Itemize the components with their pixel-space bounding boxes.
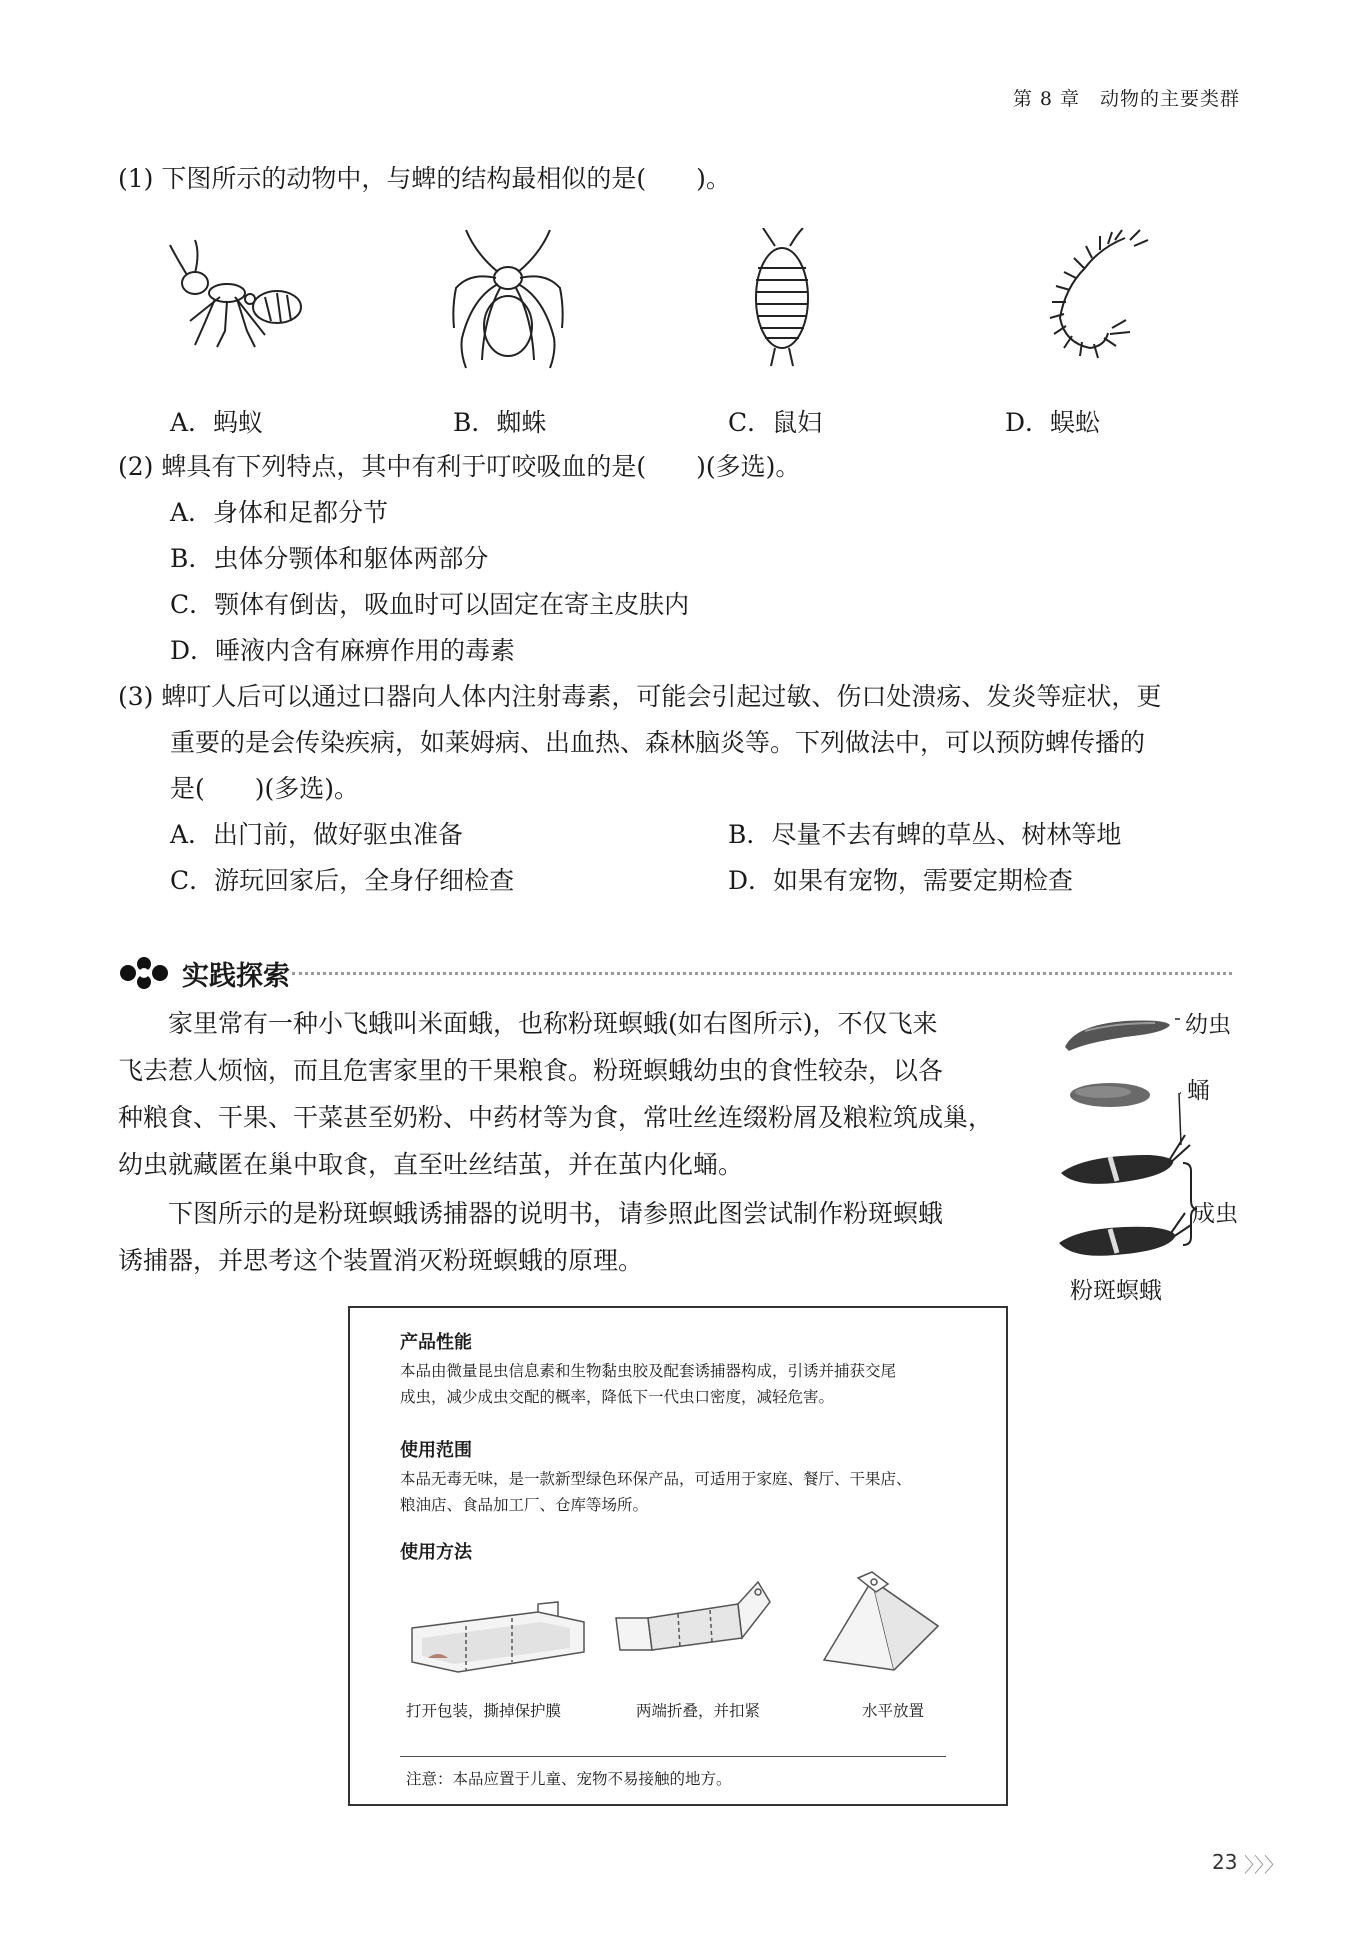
- paragraph-2: [118, 1190, 1038, 1284]
- step-2-fold-image: [608, 1578, 778, 1682]
- page-number: 23: [1212, 1850, 1238, 1874]
- step-1-open-package-image: [408, 1598, 588, 1682]
- manual-text-scope-1: 本品无毒无味，是一款新型绿色环保产品，可适用于家庭、餐厅、干果店、: [400, 1470, 912, 1488]
- manual-text-performance-2: 成虫，减少成虫交配的概率，降低下一代虫口密度，减轻危害。: [400, 1388, 835, 1406]
- moth-figure-caption: 粉斑螟蛾: [1070, 1278, 1162, 1304]
- label-larva: 幼虫: [1185, 1012, 1231, 1038]
- chapter-header: 第 8 章 动物的主要类群: [1012, 88, 1240, 110]
- step-3-place-image: [818, 1570, 948, 1684]
- manual-text-scope-2: 粮油店、食品加工厂、仓库等场所。: [400, 1496, 649, 1514]
- manual-note-divider: [400, 1756, 946, 1757]
- question-1-stem: (1) 下图所示的动物中，与蜱的结构最相似的是( )。: [118, 164, 731, 193]
- q3-option-a: A．出门前，做好驱虫准备: [170, 820, 464, 849]
- page-arrows: 〉〉〉: [1244, 1853, 1284, 1877]
- label-pupa: 蛹: [1187, 1078, 1210, 1104]
- q1-option-c: C．鼠妇: [728, 408, 823, 437]
- question-3-stem-line1: (3) 蜱叮人后可以通过口器向人体内注射毒素，可能会引起过敏、伤口处溃疡、发炎等症状，更: [118, 682, 1162, 711]
- step-3-caption: 水平放置: [862, 1702, 925, 1720]
- manual-heading-performance: 产品性能: [400, 1332, 472, 1353]
- q1-option-a: A．蚂蚁: [170, 408, 264, 437]
- section-icon: [118, 956, 170, 994]
- paragraph-1: [118, 1000, 1038, 1188]
- q2-option-b: B．虫体分颚体和躯体两部分: [170, 544, 489, 573]
- section-title: 实践探索: [182, 961, 290, 992]
- centipede-illustration: [1030, 228, 1155, 368]
- ant-illustration: [165, 235, 310, 355]
- paragraph-2-line-2: 诱捕器，并思考这个装置消灭粉斑螟蛾的原理。: [118, 1246, 644, 1275]
- q2-option-c: C．颚体有倒齿，吸血时可以固定在寄主皮肤内: [170, 590, 690, 619]
- label-adult: 成虫: [1192, 1201, 1238, 1227]
- woodlouse-illustration: [745, 228, 820, 368]
- paragraph-1-line-2: 飞去惹人烦恼，而且危害家里的干果粮食。粉斑螟蛾幼虫的食性较杂，以各: [118, 1056, 944, 1085]
- q3-option-d: D．如果有宠物，需要定期检查: [728, 866, 1074, 895]
- q2-option-a: A．身体和足都分节: [170, 498, 389, 527]
- q2-option-d: D．唾液内含有麻痹作用的毒素: [170, 636, 516, 665]
- manual-text-performance-1: 本品由微量昆虫信息素和生物黏虫胶及配套诱捕器构成，引诱并捕获交尾: [400, 1362, 897, 1380]
- q3-option-c: C．游玩回家后，全身仔细检查: [170, 866, 515, 895]
- q3-option-b: B．尽量不去有蜱的草丛、树林等地: [728, 820, 1122, 849]
- question-3-stem-line3: 是( )(多选)。: [170, 774, 360, 803]
- trap-instruction-manual: [348, 1306, 1008, 1806]
- step-2-caption: 两端折叠，并扣紧: [636, 1702, 761, 1720]
- q1-option-d: D．蜈蚣: [1005, 408, 1101, 437]
- manual-heading-usage: 使用方法: [400, 1542, 472, 1563]
- spider-illustration: [448, 228, 568, 373]
- question-2-stem: (2) 蜱具有下列特点，其中有利于叮咬吸血的是( )(多选)。: [118, 452, 801, 481]
- manual-note: 注意：本品应置于儿童、宠物不易接触的地方。: [406, 1770, 732, 1788]
- moth-life-stages-figure: [1055, 1005, 1305, 1279]
- manual-heading-scope: 使用范围: [400, 1440, 472, 1461]
- paragraph-1-line-4: 幼虫就藏匿在巢中取食，直至吐丝结茧，并在茧内化蛹。: [118, 1150, 744, 1179]
- q1-option-b: B．蜘蛛: [453, 408, 547, 437]
- paragraph-2-line-1: 下图所示的是粉斑螟蛾诱捕器的说明书，请参照此图尝试制作粉斑螟蛾: [168, 1199, 944, 1228]
- question-3-stem-line2: 重要的是会传染疾病，如莱姆病、出血热、森林脑炎等。下列做法中，可以预防蜱传播的: [170, 728, 1146, 757]
- paragraph-1-line-1: 家里常有一种小飞蛾叫米面蛾，也称粉斑螟蛾(如右图所示)，不仅飞来: [168, 1009, 938, 1038]
- step-1-caption: 打开包装，撕掉保护膜: [406, 1702, 562, 1720]
- section-divider: [292, 972, 1232, 975]
- paragraph-1-line-3: 种粮食、干果、干菜甚至奶粉、中药材等为食，常吐丝连缀粉屑及粮粒筑成巢，: [118, 1103, 994, 1132]
